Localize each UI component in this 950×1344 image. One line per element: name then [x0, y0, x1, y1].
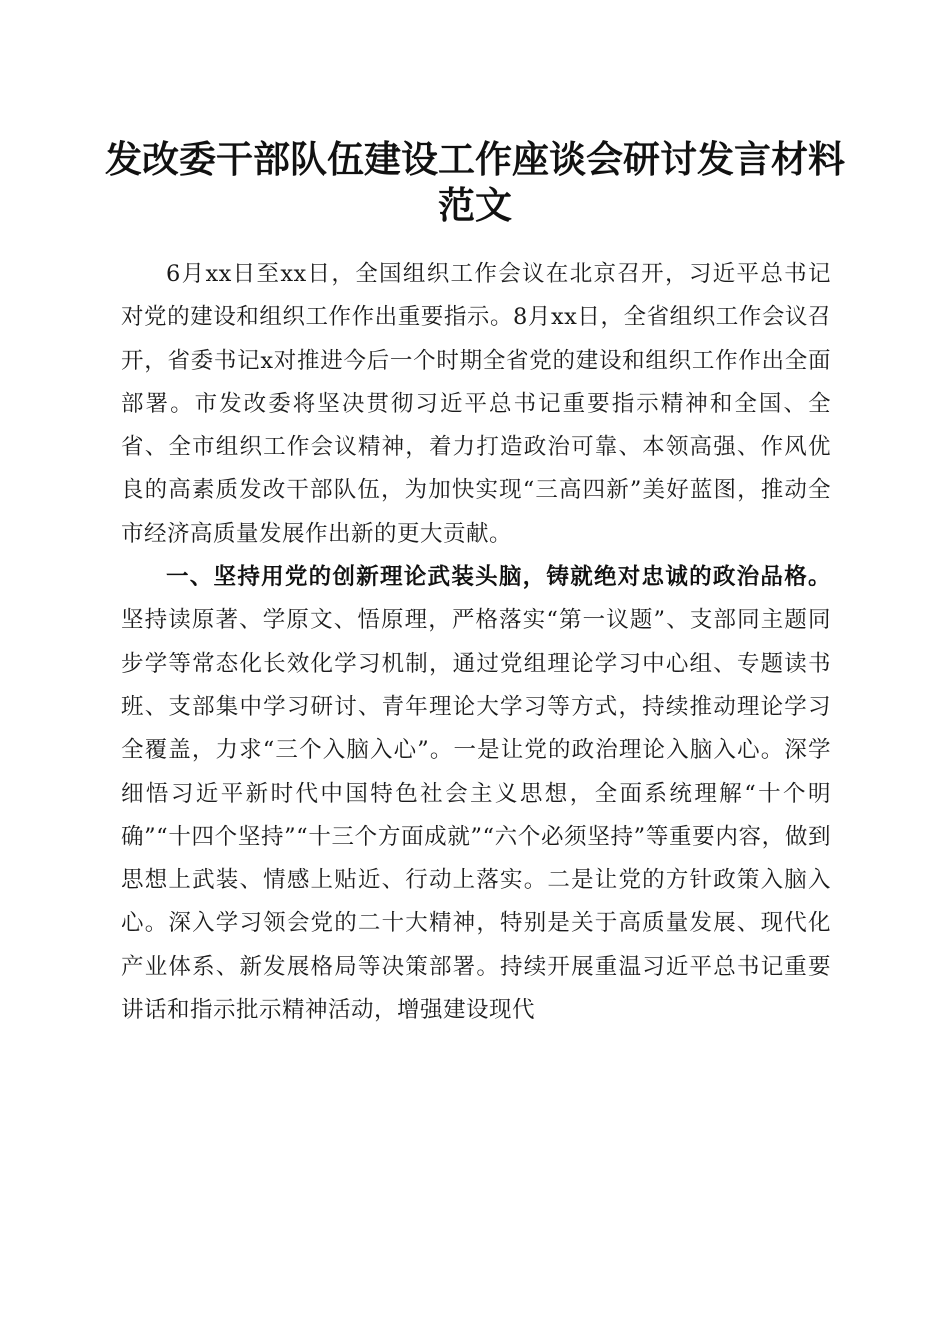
document-title-continued: 范文 [438, 183, 512, 227]
section-one-text: 坚持读原著、学原文、悟原理，严格落实“第一议题”、支部同主题同步学等常态化长效化学习机制，通过党组理论学习中心组、专题读书班、支部集中学习研讨、青年理论大学习等方式，持续推动理论学习全覆盖，力求“三个入脑入心”。一是让党的政治理论入脑入心。深学细悟习近平新时代中国特色社会主义思想，全面系统理解“十个明确”“十四个坚持”“十三个方面成就”“六个必须坚持”等重要内容，做到思想上武装、情感上贴近、行动上落实。二是让党的方针政策入脑入心。深入学习领会党的二十大精神，特别是关于高质量发展、现代化产业体系、新发展格局等决策部署。持续开展重温习近平总书记重要讲话和指示批示精神活动，增强建设现代 [121, 607, 831, 1024]
intro-paragraph-text: 6月xx日至xx日，全国组织工作会议在北京召开，习近平总书记对党的建设和组织工作作出重要指示。8月xx日，全省组织工作会议召开，省委书记x对推进今后一个时期全省党的建设和组织工作作出全面部署。市发改委将坚决贯彻习近平总书记重要指示精神和全国、全省、全市组织工作会议精神，着力打造政治可靠、本领高强、作风优良的高素质发改干部队伍，为加快实现“三高四新”美好蓝图，推动全市经济高质量发展作出新的更大贡献。 [121, 261, 831, 547]
section-one-heading: 一、坚持用党的创新理论武装头脑，铸就绝对忠诚的政治品格。 [166, 564, 831, 591]
section-one-paragraph [121, 556, 831, 1032]
document-body [121, 253, 831, 1032]
intro-paragraph [121, 253, 831, 556]
document-title: 发改委干部队伍建设工作座谈会研讨发言材料 [105, 137, 845, 181]
